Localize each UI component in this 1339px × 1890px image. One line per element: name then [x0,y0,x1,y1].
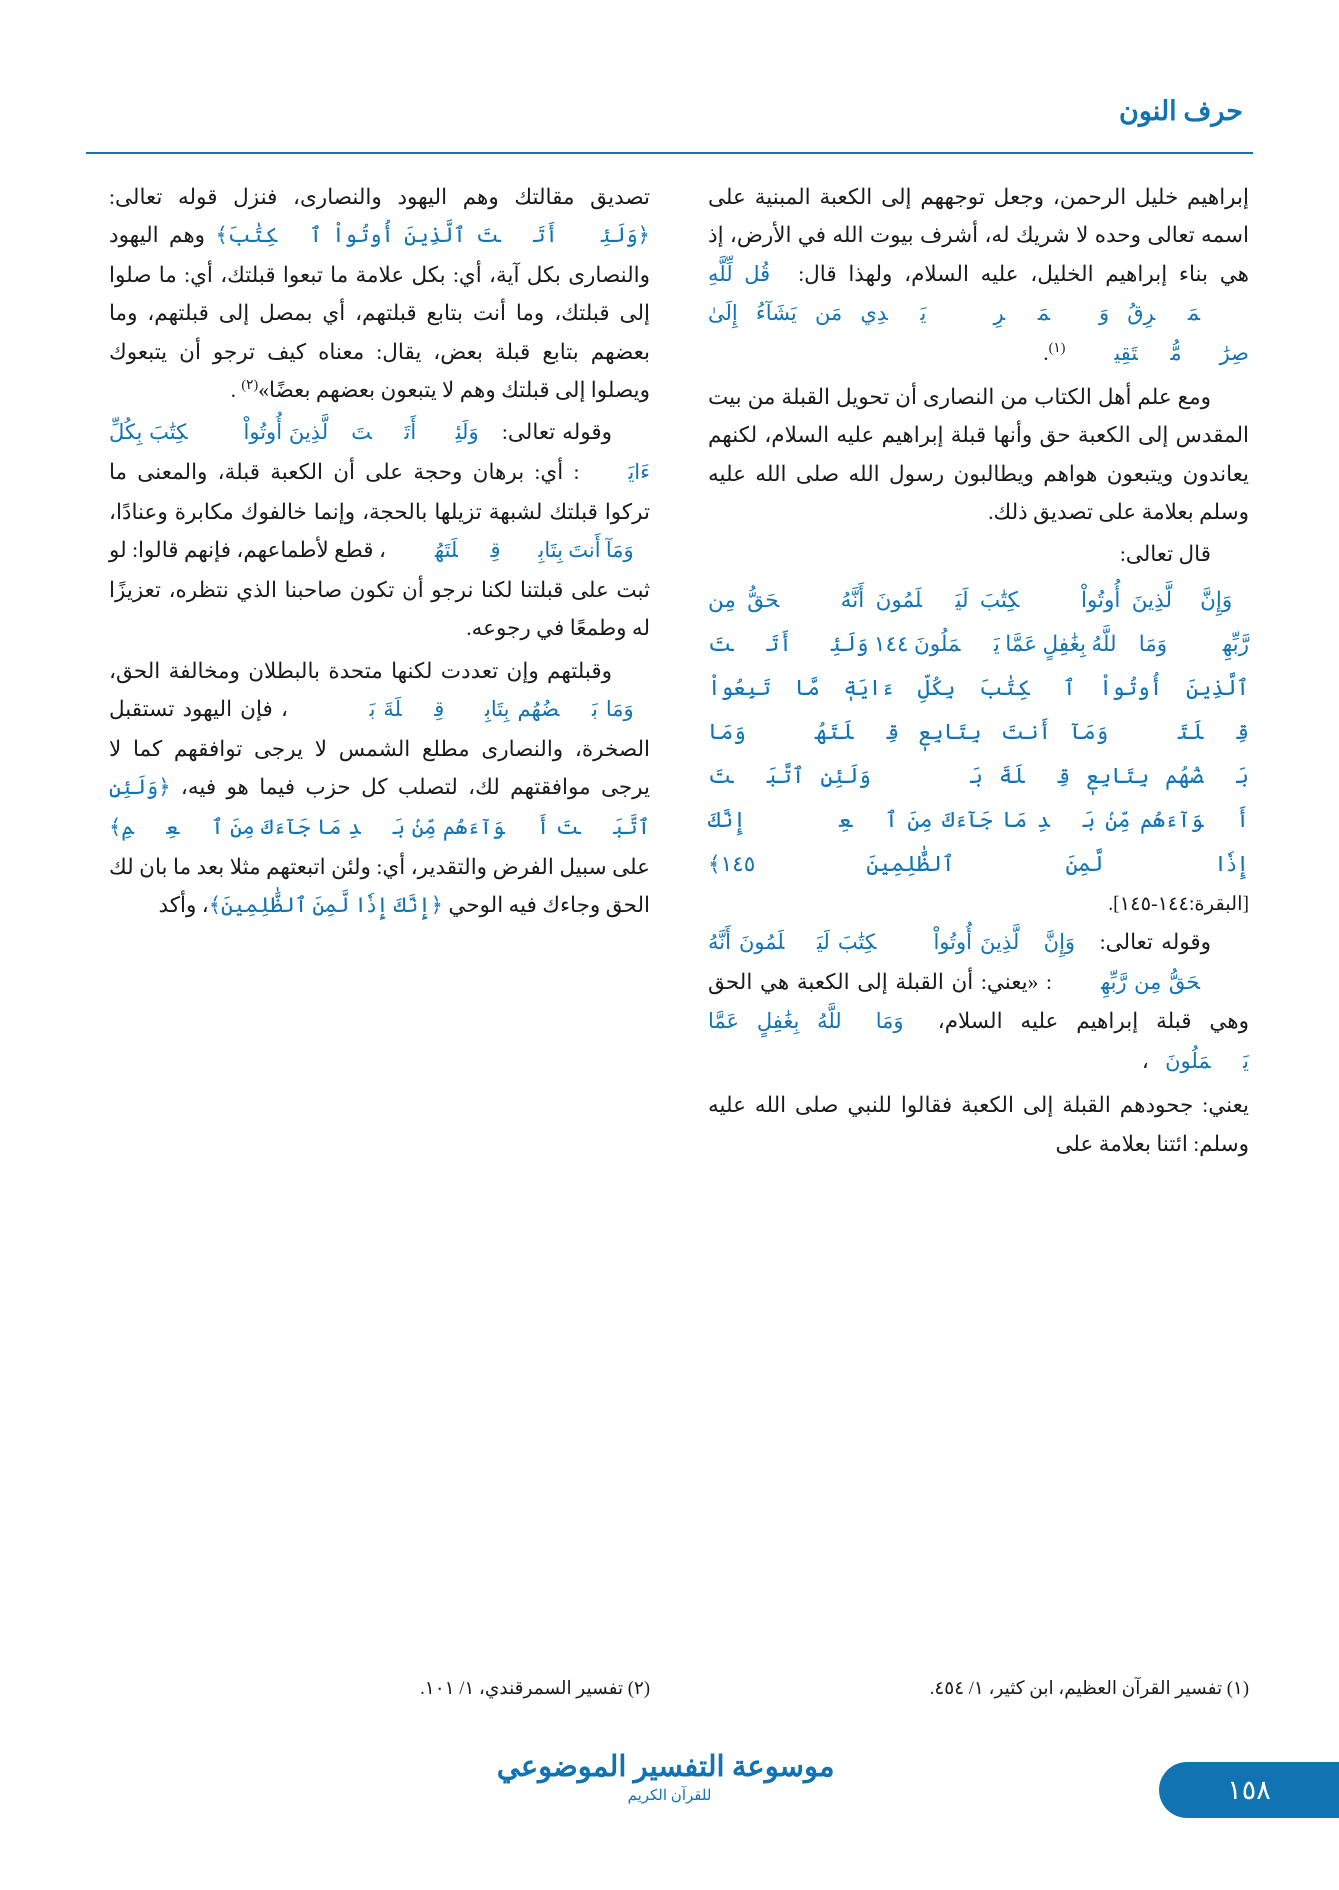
paragraph-text: يعني: جحودهم القبلة إلى الكعبة فقالوا للنبي صلى الله عليه وسلم: ائتنا بعلامة على [708,1093,1249,1156]
paragraph: إبراهيم خليل الرحمن، وجعل توجههم إلى الكعبة المبنية على اسمه تعالى وحده لا شريك له، أشرف بيوت الله في الأرض، إذ هي بناء إبراهيم الخليل، عليه السلام، ولهذا قال: ﴿قُل لِّلَّهِ ٱلۡمَشۡرِقُ وَٱلۡمَغۡرِبُۚ يَهۡدِي مَن يَشَآءُ إِلَىٰ صِرَٰطٖ مُّسۡتَقِيمٖ﴾$^{(١)}$. [708,185,1250,366]
paragraph [708,378,1249,531]
footnote-row [90,1676,1249,1704]
paragraph-text: ، [1141,1049,1149,1074]
verse-reference: [البقرة:١٤٤-١٤٥]. [1108,893,1249,915]
paragraph-text: وقوله تعالى: [501,420,613,445]
paragraph-text: وهم اليهود والنصارى بكل آية، أي: بكل علامة ما تبعوا قبلتك، أي: ما صلوا إلى قبلتك، وما أنت بتابع قبلتهم، أي بمصل إلى قبلتهم، وما بعضهم بتابع قبلة بعض، يقال: معناه كيف ترجو أن يتبعوك ويصلوا إلى قبلتك وهم لا يتبعون بعضهم بعضًا» [109,223,650,402]
footnote-marker: (٢) [241,377,259,393]
quran-quote: ﴿قُل لِّلَّهِ ٱلۡمَشۡرِقُ وَٱلۡمَغۡرِبُۚ يَهۡدِي مَن يَشَآءُ إِلَىٰ صِرَٰطٖ مُّسۡتَقِيمٖ﴾ [708,261,1249,366]
paragraph: تصديق مقالتك وهم اليهود والنصارى، فنزل قوله تعالى: ﴿وَلَئِنۡ أَتَيۡتَ ٱلَّذِينَ أُوتُواْ ٱلۡكِتَٰبَ﴾ وهم اليهود والنصارى بكل آية، أي: بكل علامة ما تبعوا قبلتك، أي: ما صلوا إلى قبلتك، وما أنت بتابع قبلتهم، أي بمصل إلى قبلتهم، وما بعضهم بتابع قبلة بعض، يقال: معناه كيف ترجو أن يتبعوك ويصلوا إلى قبلتك وهم لا يتبعون بعضهم بعضًا»$^{(٢)}$ . [109,185,650,402]
quran-quote: ﴿إِنَّكَ إِذٗا لَّمِنَ ٱلظَّٰلِمِينَ﴾ [208,893,443,918]
paragraph [708,923,1249,1083]
page-footer [0,1748,1339,1838]
paragraph-text: وقبلتهم وإن تعددت لكنها متحدة بالبطلان ومخالفة الحق، [109,658,612,683]
paragraph [708,1086,1249,1163]
paragraph-text: ومع علم أهل الكتاب من النصارى أن تحويل القبلة من بيت المقدس إلى الكعبة حق وأنها قبلة إبراهيم عليه السلام، لكنهم يعاندون ويتبعون هواهم ويطالبون رسول الله صلى الله عليه وسلم بعلامة على تصديق ذلك. [708,385,1249,524]
quran-quote: ﴿وَإِنَّ ٱلَّذِينَ أُوتُواْ ٱلۡكِتَٰبَ لَيَعۡلَمُونَ أَنَّهُ ٱلۡحَقُّ مِن رَّبِّهِمۡ﴾ [708,929,1249,994]
paragraph [708,535,1249,573]
quran-quote: ﴿وَلَئِنِ ٱتَّبَعۡتَ أَهۡوَآءَهُم مِّنۢ بَعۡدِ مَا جَآءَكَ مِنَ ٱلۡعِلۡمِ﴾ [109,775,650,839]
logo-sub-text: للقرآن الكريم [627,1787,712,1804]
header-divider [86,152,1253,155]
body-columns [90,178,1249,1458]
paragraph-text: ، فإن اليهود تستقبل الصخرة، والنصارى مطلع الشمس لا يرجى توافقهم كما لا يرجى موافقتهم لك، لتصلب كل حزب فيما هو فيه، [109,696,650,800]
quran-quote: ﴿وَمَا بَعۡضُهُم بِتَابِعٖ قِبۡلَةَ بَعۡضٖ﴾ [287,696,650,721]
column-left [109,178,650,1458]
quran-quote-block: ﴿وَإِنَّ ٱلَّذِينَ أُوتُواْ ٱلۡكِتَٰبَ لَيَعۡلَمُونَ أَنَّهُ ٱلۡحَقُّ مِن رَّبِّهِمۡۗ وَمَا ٱللَّهُ بِغَٰفِلٍ عَمَّا يَعۡمَلُونَ ١٤٤ وَلَئِنۡ أَتَيۡتَ ٱلَّذِينَ أُوتُواْ ٱلۡكِتَٰبَ بِكُلِّ ءَايَةٖ مَّا تَبِعُواْ قِبۡلَتَكَۚ وَمَآ أَنتَ بِتَابِعٖ قِبۡلَتَهُمۡۚ وَمَا بَعۡضُهُم بِتَابِعٖ قِبۡلَةَ بَعۡضٖۚ وَلَئِنِ ٱتَّبَعۡتَ أَهۡوَآءَهُم مِّنۢ بَعۡدِ مَا جَآءَكَ مِنَ ٱلۡعِلۡمِۙ إِنَّكَ إِذٗا لَّمِنَ ٱلظَّٰلِمِينَ ١٤٥﴾ [708,587,1249,876]
quran-quote: ﴿وَمَآ أَنتَ بِتَابِعٖ قِبۡلَتَهُمۡ﴾ [385,538,650,563]
paragraph [109,652,650,926]
column-right [708,178,1249,1458]
paragraph-text: : «يعني: أن القبلة إلى الكعبة هي الحق وهي قبلة إبراهيم عليه السلام، [708,969,1249,1034]
paragraph-text: قال تعالى: [1119,542,1211,567]
page-header [86,96,1253,156]
page-number: ١٥٨ [1159,1762,1339,1818]
footnote-right: (١) تفسير القرآن العظيم، ابن كثير، ١/ ٤٥٤. [929,1679,1249,1699]
quran-quote: ﴿وَلَئِنۡ أَتَيۡتَ ٱلَّذِينَ أُوتُواْ ٱلۡكِتَٰبَ بِكُلِّ ءَايَةٖ﴾ [109,420,650,485]
footnote-marker: (١) [1048,341,1066,357]
publisher-logo [496,1751,835,1805]
quran-quote: ﴿وَمَا ٱللَّهُ بِغَٰفِلٍ عَمَّا يَعۡمَلُونَ﴾ [708,1009,1249,1074]
paragraph-text: على سبيل الفرض والتقدير، أي: ولئن اتبعتهم مثلا بعد ما بان لك الحق وجاءك فيه الوحي [109,854,650,918]
logo-main-text: موسوعة التفسير الموضوعي [496,1751,835,1783]
footnote-left: (٢) تفسير السمرقندي، ١/ ١٠١. [420,1679,650,1699]
paragraph-text: وقوله تعالى: [1099,929,1212,954]
quran-quote: ﴿وَلَئِنۡ أَتَيۡتَ ٱلَّذِينَ أُوتُواْ ٱلۡكِتَٰبَ﴾ [215,223,650,248]
footnotes-area [90,1676,1249,1722]
paragraph-text: : أي: برهان وحجة على أن الكعبة قبلة، والمعنى ما تركوا قبلتك لشبهة تزيلها بالحجة، وإنما خالفوك مكابرة وعنادًا، [109,460,650,524]
paragraph [109,413,650,647]
header-title: حرف النون [1119,96,1243,126]
paragraph-text: ، وأكد [158,893,209,918]
paragraph-text: ، قطع لأطماعهم، فإنهم قالوا: لو ثبت على قبلتنا لكنا نرجو أن تكون صاحبنا الذي نتظره، تعزيزًا له وطمعًا في رجوعه. [109,538,650,641]
paragraph-text: تصديق مقالتك وهم اليهود والنصارى، فنزل قوله تعالى: [109,185,650,209]
paragraph-text: إبراهيم خليل الرحمن، وجعل توجههم إلى الكعبة المبنية على اسمه تعالى وحده لا شريك له، أشرف بيوت الله في الأرض، إذ هي بناء إبراهيم الخليل، عليه السلام، ولهذا قال: [708,185,1250,286]
